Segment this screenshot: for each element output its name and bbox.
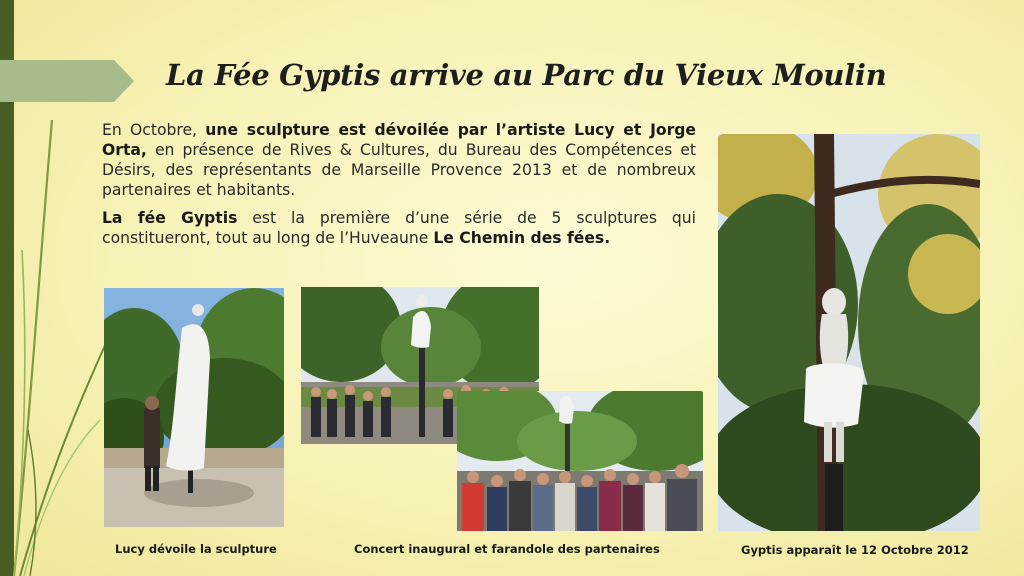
photo-unveiling: [104, 288, 284, 527]
paragraph-1-rest: en présence de Rives & Cultures, du Bureau des Compétences et Désirs, des représentants de Marseille Provence 2013 et de nombreux partenaires et habitants.: [102, 141, 696, 199]
paragraph-2: [102, 208, 696, 248]
paragraph-2-bold-end: Le Chemin des fées.: [433, 229, 611, 247]
body-text: [102, 120, 696, 256]
caption-gyptis: Gyptis apparaît le 12 Octobre 2012: [741, 543, 969, 557]
photo-gyptis-sculpture: [718, 134, 980, 531]
caption-concert: Concert inaugural et farandole des partenaires: [354, 542, 660, 556]
paragraph-1: [102, 120, 696, 200]
paragraph-2-middle: est la première d’une série de 5 sculptures qui constitueront, tout au long de l’Huveaune: [102, 209, 696, 247]
photo-farandole: [457, 391, 703, 531]
paragraph-1-intro: En Octobre,: [102, 121, 206, 139]
caption-unveiling: Lucy dévoile la sculpture: [115, 542, 277, 556]
paragraph-2-bold-start: La fée Gyptis: [102, 209, 238, 227]
paragraph-1-bold: une sculpture est dévoilée par l’artiste Lucy et Jorge Orta,: [102, 121, 697, 159]
slide-title: La Fée Gyptis arrive au Parc du Vieux Moulin: [166, 58, 887, 92]
title-chevron-shape: [0, 60, 134, 102]
